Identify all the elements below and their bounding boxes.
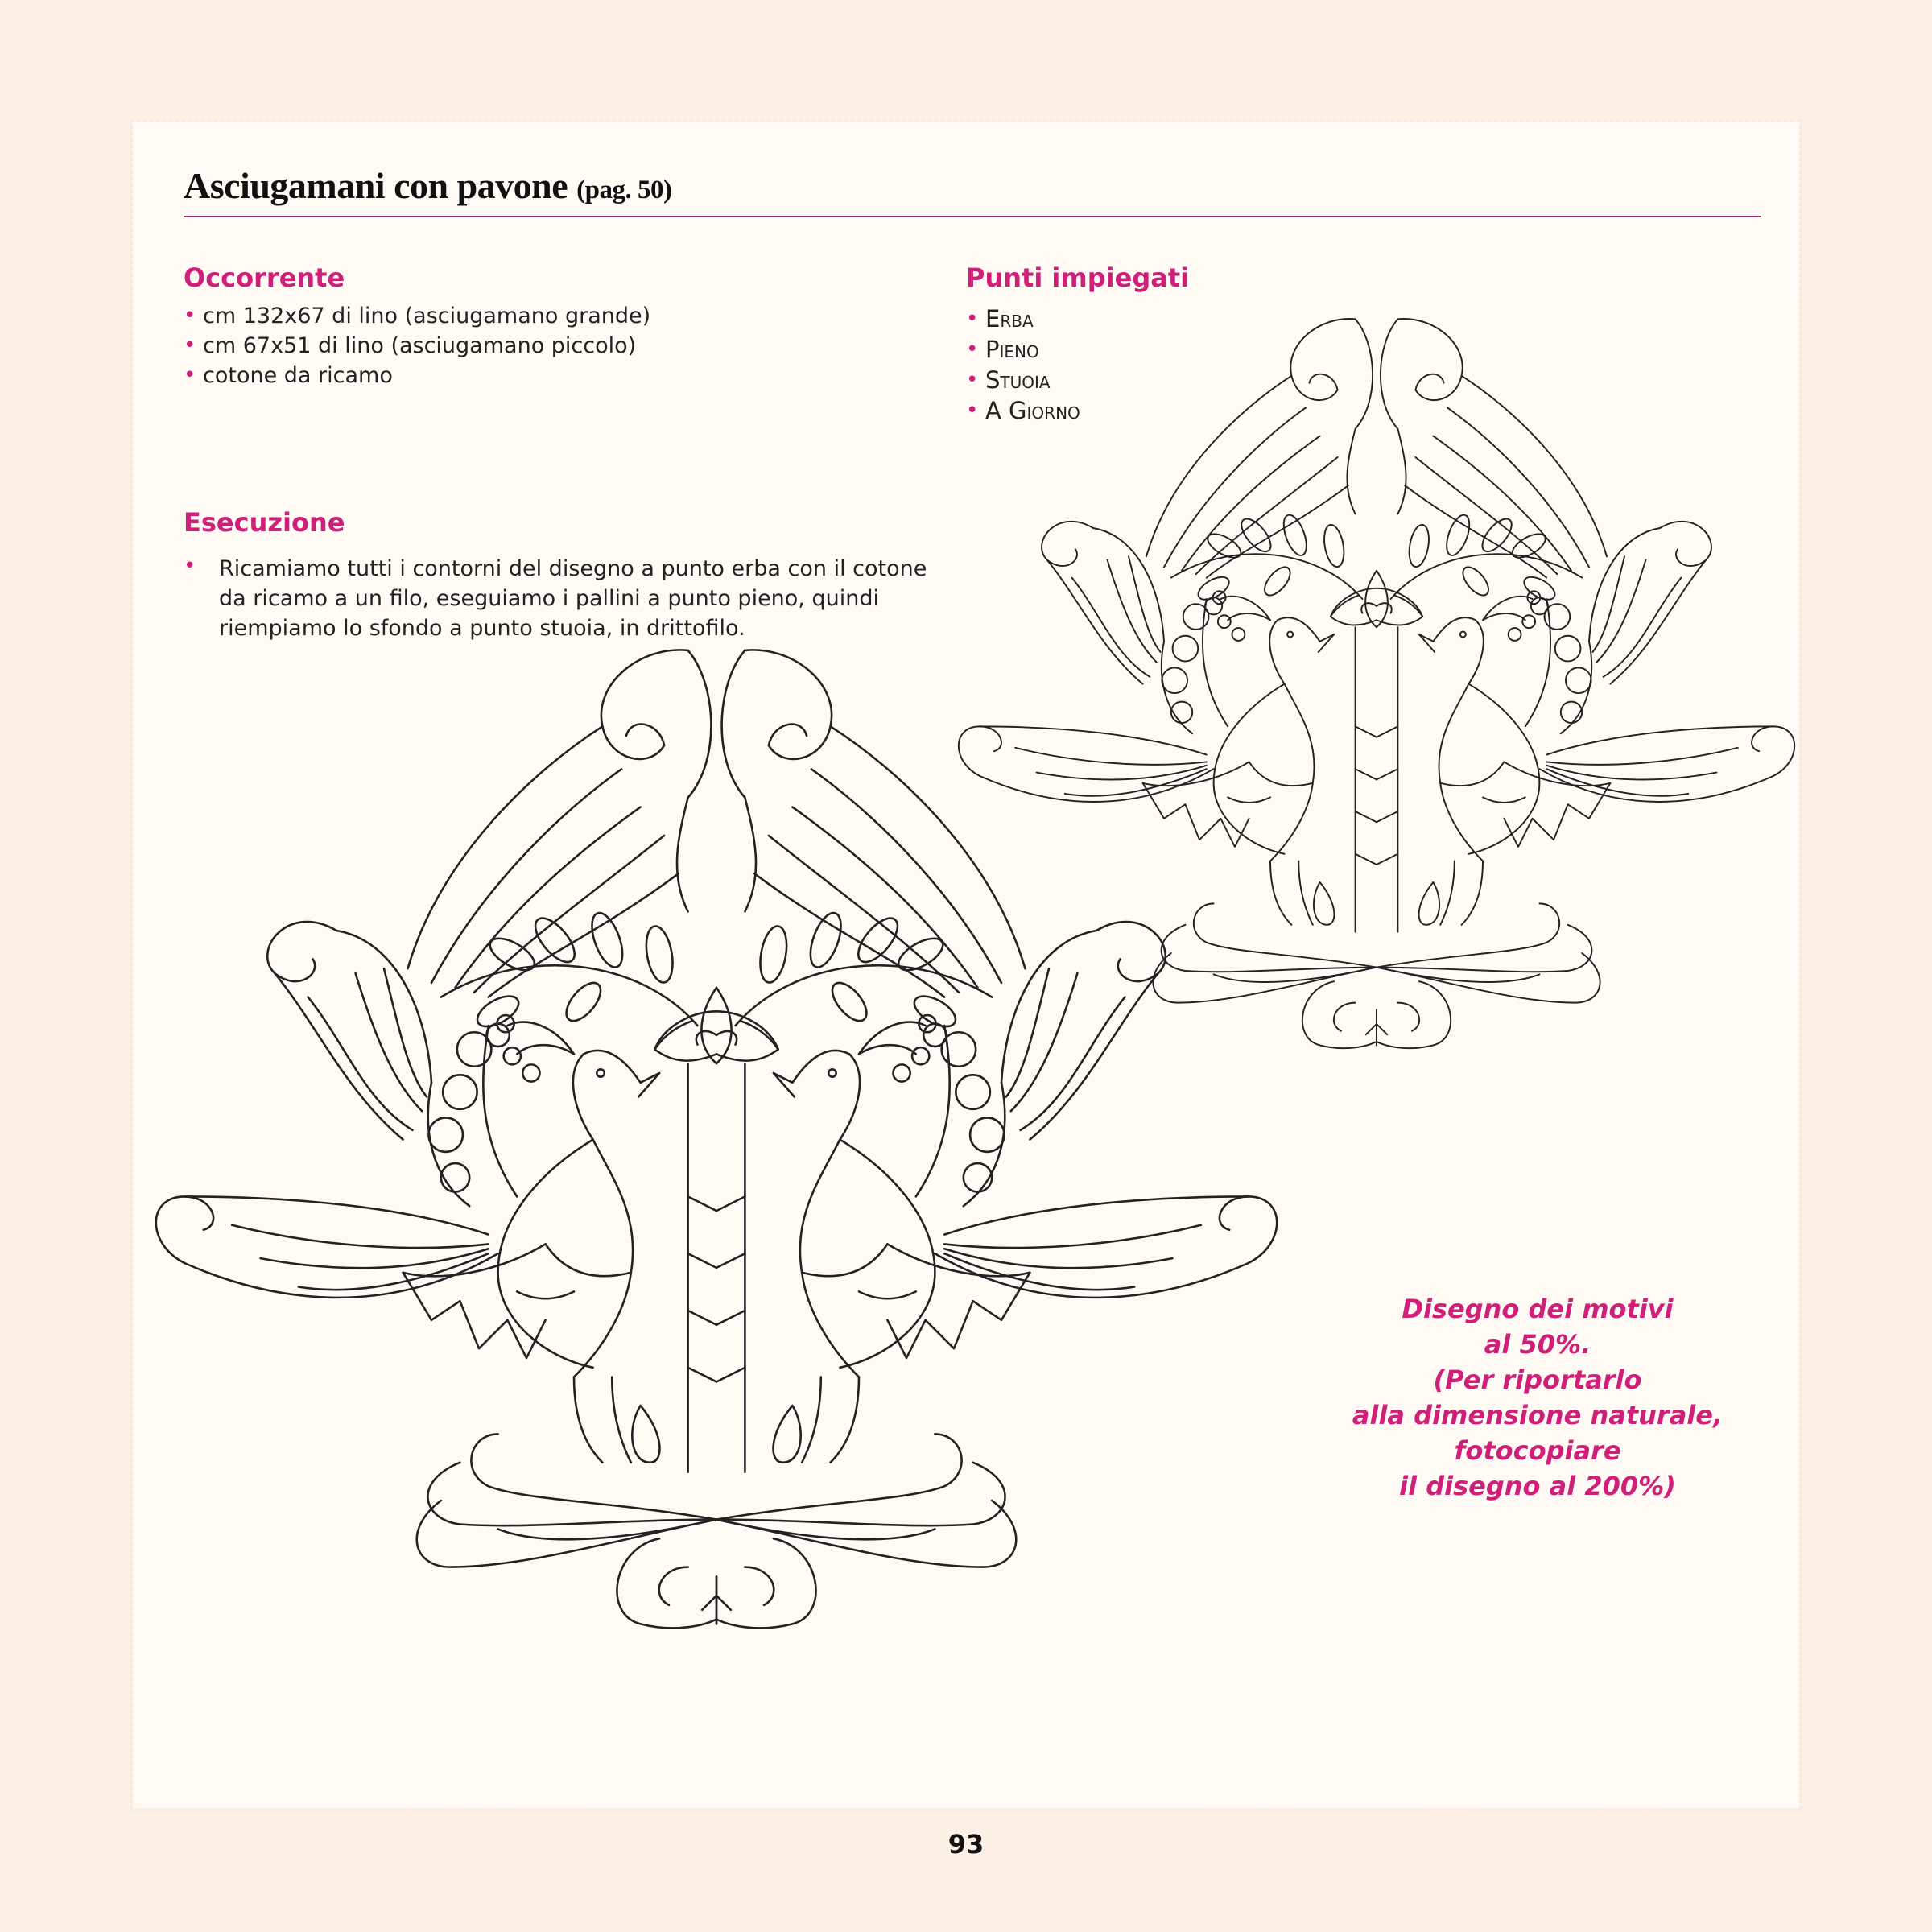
bullet-icon: • <box>966 368 979 392</box>
execution-text: Ricamiamo tutti i contorni del disegno a punto erba con il cotone da ricamo a un filo, eseguiamo i pallini a punto pieno, quindi riempiamo lo sfondo a punto stuoia, in drittofilo. <box>219 556 927 641</box>
list-item-text: Stuoia <box>985 366 1051 394</box>
note-line: Disegno dei motivi <box>1402 1294 1674 1324</box>
list-item-text: cm 132x67 di lino (asciugamano grande) <box>203 303 651 328</box>
large-peacock-motif <box>156 650 1277 1628</box>
title-text: Asciugamani con pavone <box>184 165 568 206</box>
list-item-text: cotone da ricamo <box>203 363 393 388</box>
note-line: alla dimensione naturale, <box>1352 1400 1724 1430</box>
bullet-icon: • <box>184 554 196 578</box>
bullet-icon: • <box>966 337 979 361</box>
small-peacock-motif <box>959 319 1794 1048</box>
list-item-text: Pieno <box>985 336 1039 363</box>
note-line: (Per riportarlo <box>1433 1364 1642 1395</box>
title-page-reference: (pag. 50) <box>576 175 672 204</box>
execution-heading: Esecuzione <box>184 507 345 538</box>
bullet-icon: • <box>184 363 196 387</box>
list-item-text: Erba <box>985 305 1034 332</box>
materials-heading: Occorrente <box>184 262 345 293</box>
note-line: il disegno al 200%) <box>1399 1471 1676 1501</box>
note-line: fotocopiare <box>1454 1435 1621 1466</box>
scale-note <box>1336 1291 1739 1504</box>
bullet-icon: • <box>184 333 196 357</box>
bullet-icon: • <box>966 307 979 331</box>
bullet-icon: • <box>966 398 979 423</box>
bullet-icon: • <box>184 303 196 328</box>
stitches-heading: Punti impiegati <box>966 262 1190 293</box>
note-line: al 50%. <box>1484 1329 1591 1360</box>
list-item-text: A Giorno <box>985 397 1080 424</box>
page-number: 93 <box>947 1829 985 1860</box>
list-item-text: cm 67x51 di lino (asciugamano piccolo) <box>203 333 637 358</box>
